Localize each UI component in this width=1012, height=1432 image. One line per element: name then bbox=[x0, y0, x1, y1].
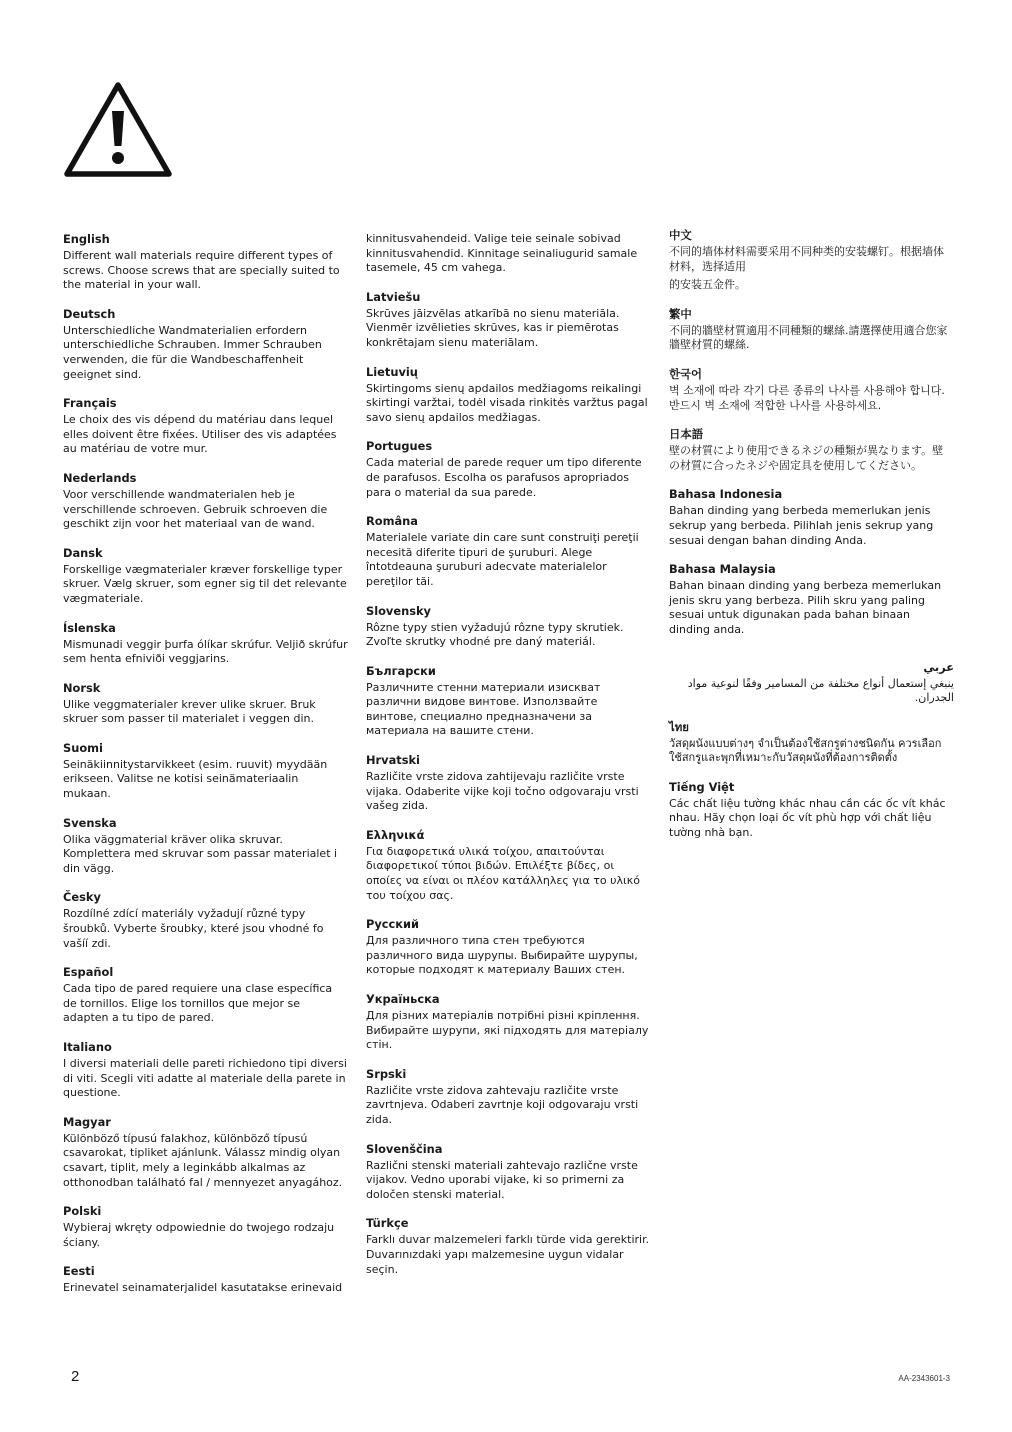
language-heading: Български bbox=[366, 663, 436, 678]
language-heading: Eesti bbox=[63, 1264, 95, 1279]
instruction-text: Le choix des vis dépend du matériau dans lequel elles doivent être fixées. Utiliser des vis adaptées au matériau de votre mur. bbox=[63, 413, 337, 456]
instruction-text: Skrūves jāizvēlas atkarībā no sienu materiāla. Vienmēr izvēlieties skrūves, kas ir piemērotas konkrētajam sienu materiālam. bbox=[366, 306, 620, 349]
language-heading: Lietuvių bbox=[366, 364, 418, 379]
language-heading: Româna bbox=[366, 514, 418, 529]
section-chinese-traditional bbox=[669, 307, 954, 353]
instruction-text: วัสดุผนังแบบต่างๆ จำเป็นต้องใช้สกรูต่างชนิดกัน ควรเลือกใช้สกรูและพุกที่เหมาะกับวัสดุผนังที่ต้องการติดตั้ง bbox=[669, 736, 942, 765]
language-heading: Polski bbox=[63, 1204, 102, 1219]
instruction-text: Različni stenski materiali zahtevajo različne vrste vijakov. Vedno uporabi vijake, ki so primerni za določen stenski material. bbox=[366, 1158, 638, 1201]
instruction-text: Ulike veggmaterialer krever ulike skruer. Bruk skruer som passer til materialet i veggen din. bbox=[63, 697, 316, 726]
instruction-text: Olika väggmaterial kräver olika skruvar. Komplettera med skruvar som passar materialet i din vägg. bbox=[63, 832, 338, 875]
language-heading: Türkçe bbox=[366, 1216, 409, 1231]
instruction-text: Različite vrste zidova zahtijevaju različite vrste vijaka. Odaberite vijke koji točno odgovaraju vrsti vašeg zida. bbox=[366, 770, 639, 813]
language-heading: Dansk bbox=[63, 545, 103, 560]
section-romana bbox=[366, 514, 651, 589]
section-magyar bbox=[63, 1115, 348, 1190]
section-latviesu bbox=[366, 290, 651, 351]
instruction-text: Različite vrste zidova zahtevaju različite vrste zavrtnjeva. Odaberi zavrtnje koji odgovaraju vrsti zida. bbox=[366, 1083, 639, 1126]
section-hrvatski bbox=[366, 753, 651, 814]
language-heading: Français bbox=[63, 396, 117, 411]
instruction-text: Seinäkiinnitystarvikkeet (esim. ruuvit) myydään erikseen. Valitse ne kotisi seinämateriaalin mukaan. bbox=[63, 757, 328, 801]
instruction-text: Cada material de parede requer um tipo diferente de parafusos. Escolha os parafusos apropriados para o material da sua parede. bbox=[366, 456, 642, 499]
section-slovenscina bbox=[366, 1142, 651, 1203]
instruction-text: 不同的牆壁材質適用不同種類的螺絲.請選擇使用適合您家牆壁材質的螺絲. bbox=[669, 323, 948, 352]
section-francais bbox=[63, 396, 348, 457]
language-heading: Русский bbox=[366, 917, 419, 932]
language-heading: Bahasa Malaysia bbox=[669, 562, 776, 577]
language-heading: 한국어 bbox=[669, 366, 703, 381]
instruction-text: Erinevatel seinamaterjalidel kasutatakse erinevaid bbox=[63, 1281, 343, 1295]
language-heading: 日本語 bbox=[669, 427, 704, 442]
instruction-text: Wybieraj wkręty odpowiednie do twojego rodzaju ściany. bbox=[63, 1221, 335, 1249]
section-bahasa-malaysia bbox=[669, 562, 954, 637]
section-slovensky bbox=[366, 604, 651, 650]
section-turkce bbox=[366, 1216, 651, 1277]
language-heading: Slovenščina bbox=[366, 1141, 443, 1156]
instruction-text: Mismunadi veggir þurfa ólíkar skrúfur. Veljið skrúfur sem henta efniviði veggjarins. bbox=[63, 637, 348, 666]
page-number: 2 bbox=[71, 1368, 80, 1385]
instruction-text: Farklı duvar malzemeleri farklı türde vida gerektirir. Duvarınızdaki yapı malzemesine uygun vidalar seçin. bbox=[366, 1233, 650, 1276]
section-nederlands bbox=[63, 471, 348, 532]
section-dansk bbox=[63, 546, 348, 607]
language-heading: Svenska bbox=[63, 815, 117, 830]
language-heading: English bbox=[63, 232, 110, 246]
section-srpski bbox=[366, 1067, 651, 1128]
section-korean bbox=[669, 367, 954, 413]
language-heading: Hrvatski bbox=[366, 753, 420, 768]
section-bahasa-indonesia bbox=[669, 487, 954, 548]
language-heading: Portugues bbox=[366, 439, 433, 454]
instruction-text: Για διαφορετικά υλικά τοίχου, απαιτούνται διαφορετικοί τύποι βιδών. Επιλέξτε βίδες, οι οποίες να είναι οι πλέον κατάλληλες για το υλικό του τοίχου σας. bbox=[366, 844, 640, 902]
language-heading: Bahasa Indonesia bbox=[669, 487, 783, 502]
language-heading: 繁中 bbox=[669, 306, 692, 321]
section-russian bbox=[366, 917, 651, 978]
instruction-text: 壁の材質により使用できるネジの種類が異なります。壁の材質に合ったネジや固定具を使用してください。 bbox=[669, 444, 944, 472]
instruction-text: Materialele variate din care sunt construiţi pereţii necesită diferite tipuri de şuruburi. Alege întotdeauna şuruburi adecvate materialelor pereţilor tăi. bbox=[366, 531, 639, 588]
language-heading: Suomi bbox=[63, 740, 103, 755]
language-heading: Česky bbox=[63, 890, 101, 905]
section-norsk bbox=[63, 681, 348, 727]
section-espanol bbox=[63, 965, 348, 1026]
language-heading: Nederlands bbox=[63, 470, 137, 485]
document-code: AA-2343601-3 bbox=[898, 1374, 950, 1383]
section-arabic bbox=[669, 660, 954, 706]
section-vietnamese bbox=[669, 780, 954, 841]
section-japanese bbox=[669, 427, 954, 473]
language-heading: Україньска bbox=[366, 992, 440, 1006]
section-polski bbox=[63, 1204, 348, 1250]
language-heading: Magyar bbox=[63, 1114, 111, 1129]
column-2 bbox=[366, 232, 651, 1291]
language-heading: Latviešu bbox=[366, 289, 421, 304]
instruction-text: 벽 소재에 따라 각기 다른 종류의 나사를 사용해야 합니다. 반드시 벽 소재에 적합한 나사를 사용하세요. bbox=[669, 383, 945, 412]
instruction-text: Cada tipo de pared requiere una clase específica de tornillos. Elige los tornillos que mejor se adapten a tu tipo de pared. bbox=[63, 982, 333, 1025]
instruction-text: 的安装五金件。 bbox=[669, 278, 746, 292]
language-heading: Deutsch bbox=[63, 306, 116, 321]
section-svenska bbox=[63, 816, 348, 877]
section-portugues bbox=[366, 439, 651, 500]
instruction-text: Các chất liệu tường khác nhau cần các ốc vít khác nhau. Hãy chọn loại ốc vít phù hợp với chất liệu tường nhà bạn. bbox=[669, 796, 946, 840]
language-heading: Tiếng Việt bbox=[669, 779, 735, 794]
section-deutsch bbox=[63, 307, 348, 382]
instruction-text: Rôzne typy stien vyžadujú rôzne typy skrutiek. Zvoľte skrutky vhodné pre daný materiál. bbox=[366, 620, 624, 649]
warning-icon bbox=[62, 80, 174, 180]
instruction-text: Különböző típusú falakhoz, különböző típusú csavarokat, tipliket ajánlunk. Válassz mindig olyan csavart, tiplit, mely a leginkább alkalmas az otthonodban található fal / mennyezet anyagához. bbox=[63, 1131, 343, 1189]
language-heading: عربي bbox=[923, 659, 954, 674]
instruction-text: Skirtingoms sienų apdailos medžiagoms reikalingi skirtingi varžtai, todėl visada rinkitės varžtus pagal savo sienų apdailos medžiagas. bbox=[366, 381, 648, 424]
instruction-text: kinnitusvahendeid. Valige teie seinale sobivad kinnitusvahendid. Kinnitage seinaliugurid samale tasemele, 45 cm vahega. bbox=[366, 232, 638, 275]
instruction-text: Для различного типа стен требуются различного вида шурупы. Выбирайте шурупы, которые подходят к материалу Ваших стен. bbox=[366, 934, 638, 977]
instruction-text: Для різних матеріалів потрібні різні кріплення. Вибирайте шурупи, які підходять для матеріалу стін. bbox=[366, 1009, 649, 1052]
instruction-text: Различните стенни материали изискват различни видове винтове. Използвайте винтове, специално предназначени за материала на вашите стени. bbox=[366, 680, 601, 738]
language-heading: 中文 bbox=[669, 228, 692, 242]
instruction-text: Forskellige vægmaterialer kræver forskellige typer skruer. Vælg skruer, som egner sig til det relevante vægmateriale. bbox=[63, 562, 347, 605]
section-thai bbox=[669, 720, 954, 766]
language-heading: Slovensky bbox=[366, 603, 431, 618]
instruction-text: Bahan dinding yang berbeda memerlukan jenis sekrup yang berbeda. Pilihlah jenis sekrup yang sesuai dengan bahan dinding Anda. bbox=[669, 504, 934, 547]
language-heading: Srpski bbox=[366, 1066, 407, 1081]
instruction-text: Rozdílné zdící materiály vyžadují různé typy šroubků. Vyberte šroubky, které jsou vhodné fo vašíí zdi. bbox=[63, 907, 324, 950]
instruction-text: Different wall materials require different types of screws. Choose screws that are specially suited to the material in your wall. bbox=[63, 249, 340, 292]
language-heading: Íslenska bbox=[63, 620, 116, 635]
language-heading: Ελληνικά bbox=[366, 827, 425, 842]
section-islenska bbox=[63, 621, 348, 667]
section-english bbox=[63, 232, 348, 293]
language-heading: Norsk bbox=[63, 680, 101, 695]
column-3 bbox=[669, 228, 954, 855]
language-heading: ไทย bbox=[669, 719, 689, 734]
section-greek bbox=[366, 828, 651, 903]
instruction-text: I diversi materiali delle pareti richiedono tipi diversi di viti. Scegli viti adatte al materiale della parete in questione. bbox=[63, 1057, 347, 1100]
language-heading: Español bbox=[63, 965, 114, 980]
column-1 bbox=[63, 232, 348, 1310]
language-heading: Italiano bbox=[63, 1040, 112, 1054]
section-bulgarian bbox=[366, 664, 651, 739]
instruction-text: ينبغي إستعمال أنواع مختلفة من المسامير وفقًا لنوعية مواد الجدران. bbox=[687, 676, 954, 705]
instruction-text: 不同的墙体材料需要采用不同种类的安装螺钉。根据墙体材料，选择适用 bbox=[669, 245, 944, 273]
section-eesti bbox=[63, 1264, 348, 1296]
section-italiano bbox=[63, 1040, 348, 1101]
section-eesti-continued bbox=[366, 232, 651, 276]
section-suomi bbox=[63, 741, 348, 802]
instruction-text: Voor verschillende wandmaterialen heb je verschillende schroeven. Gebruik schroeven die geschikt zijn voor het materiaal van de wand. bbox=[63, 487, 328, 531]
section-ukrainian bbox=[366, 992, 651, 1053]
section-cesky bbox=[63, 890, 348, 951]
instruction-text: Unterschiedliche Wandmaterialien erfordern unterschiedliche Schrauben. Immer Schrauben verwenden, die für die Wandbeschaffenheit geeignet sind. bbox=[63, 323, 322, 381]
section-lietuviu bbox=[366, 365, 651, 426]
section-chinese-simplified bbox=[669, 228, 954, 293]
instruction-text: Bahan binaan dinding yang berbeza memerlukan jenis skru yang berbeza. Pilih skru yang paling sesuai untuk digunakan pada bahan binaan dinding anda. bbox=[669, 579, 942, 636]
